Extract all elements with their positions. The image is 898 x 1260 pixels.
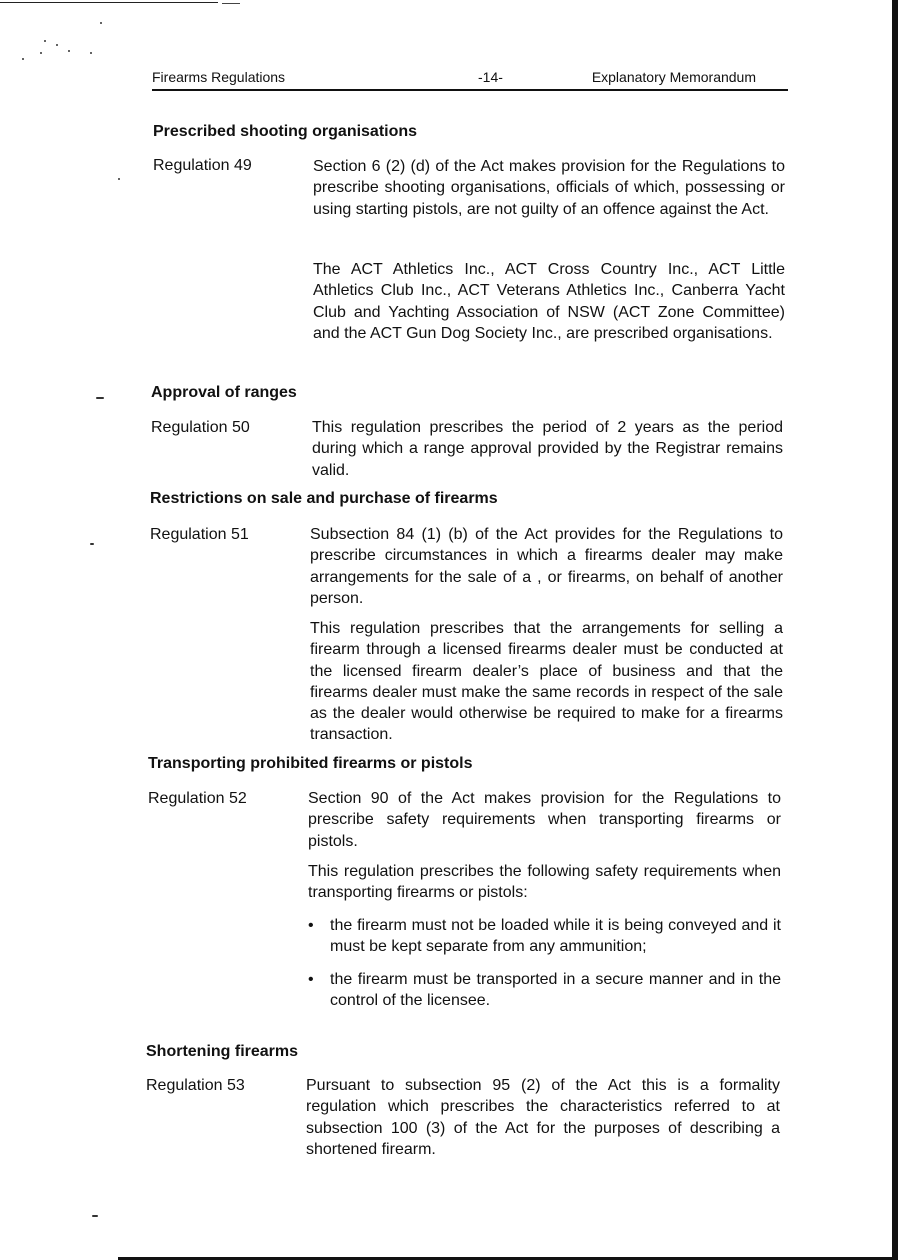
regulation-label: Regulation 49 — [153, 157, 252, 174]
scan-speck — [68, 50, 70, 52]
page-number: -14- — [478, 69, 503, 85]
section-paragraph: This regulation prescribes the following safety requirements when transporting firearms or pistols: — [308, 863, 781, 902]
section-paragraph: This regulation prescribes the period of 2 years as the period during which a range approval provided by the Registrar remains valid. — [312, 419, 783, 479]
header-document-title: Firearms Regulations — [152, 69, 286, 85]
section-paragraph: Pursuant to subsection 95 (2) of the Act this is a formality regulation which prescribes the characteristics referred to at subsection 100 (3) of the Act for the purposes of describing a shortened firearm. — [306, 1077, 780, 1158]
scan-speck — [44, 40, 46, 42]
section-heading: Restrictions on sale and purchase of firearms — [150, 490, 498, 507]
section-paragraph: The ACT Athletics Inc., ACT Cross Country Inc., ACT Little Athletics Club Inc., ACT Veterans Athletics Inc., Canberra Yacht Club and Yachting Association of NSW (ACT Zone Committee) and the ACT Gun Dog Society Inc., are prescribed organisations. — [313, 261, 785, 342]
scan-speck — [118, 178, 120, 180]
scan-speck — [56, 44, 58, 46]
list-item: • the firearm must be transported in a secure manner and in the control of the licensee. — [308, 969, 781, 1012]
scan-speck — [100, 22, 102, 24]
section-heading: Shortening firearms — [146, 1043, 299, 1060]
scan-border-top — [0, 2, 218, 3]
scan-speck — [90, 52, 92, 54]
scan-speck — [90, 543, 94, 545]
header-document-type: Explanatory Memorandum — [591, 69, 756, 85]
scan-border-right — [892, 0, 898, 1260]
safety-requirements-list — [308, 915, 781, 1011]
scan-speck — [22, 58, 24, 60]
section-heading: Prescribed shooting organisations — [153, 123, 418, 140]
page-header — [152, 67, 788, 91]
list-item: • the firearm must not be loaded while it is being conveyed and it must be kept separate from any ammunition; — [308, 915, 781, 958]
section-paragraph: Subsection 84 (1) (b) of the Act provides for the Regulations to prescribe circumstances in which a firearms dealer may make arrangements for the sale of a , or firearms, on behalf of another person. — [310, 526, 783, 607]
regulation-label: Regulation 51 — [150, 526, 249, 543]
section-heading: Transporting prohibited firearms or pistols — [148, 755, 473, 772]
regulation-label: Regulation 50 — [151, 419, 250, 436]
section-paragraph: Section 90 of the Act makes provision for the Regulations to prescribe safety requirements when transporting firearms or pistols. — [308, 790, 781, 850]
section-heading: Approval of ranges — [151, 384, 297, 401]
scan-speck — [92, 1215, 98, 1217]
regulation-label: Regulation 53 — [146, 1077, 245, 1094]
section-paragraph: Section 6 (2) (d) of the Act makes provision for the Regulations to prescribe shooting organisations, officials of which, possessing or using starting pistols, are not guilty of an offence against the Act. — [313, 158, 785, 218]
scan-speck — [96, 397, 104, 399]
section-paragraph: This regulation prescribes that the arrangements for selling a firearm through a licensed firearms dealer must be conducted at the licensed firearm dealer’s place of business and that the firearms dealer must make the same records in respect of the sale as the dealer would otherwise be required to make for a firearms transaction. — [310, 620, 783, 744]
regulation-label: Regulation 52 — [148, 790, 247, 807]
scan-border-top-fragment — [222, 3, 240, 4]
scan-speck — [40, 52, 42, 54]
